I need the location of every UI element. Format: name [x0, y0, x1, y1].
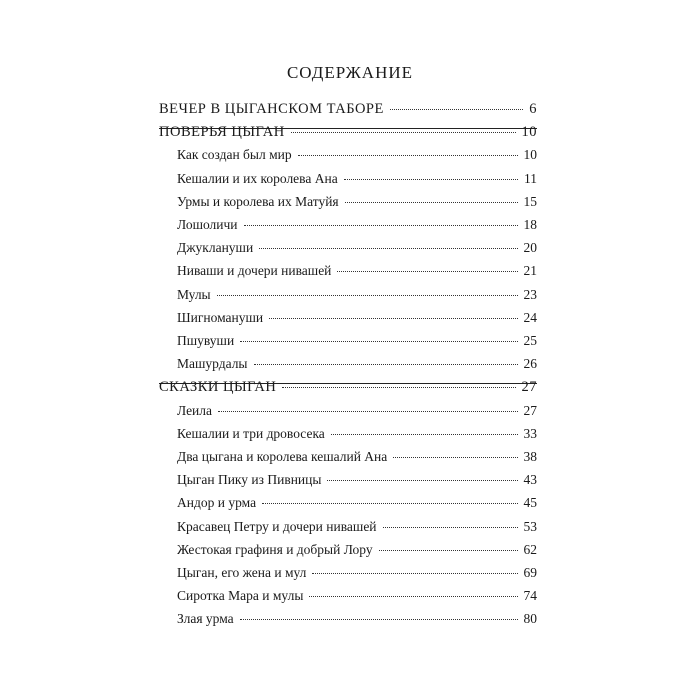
- toc-section-row: [159, 124, 537, 146]
- toc-entry-title: Жестокая графиня и добрый Лору: [177, 541, 373, 557]
- toc-page-number: 11: [524, 170, 537, 186]
- toc-entry-title: Машурдалы: [177, 356, 248, 372]
- toc-entry-title: Злая урма: [177, 611, 234, 627]
- toc-page-number: 10: [521, 124, 537, 141]
- toc-entry-title: Мулы: [177, 286, 211, 302]
- dot-leader: [344, 179, 518, 180]
- toc-page-number: 26: [523, 356, 537, 372]
- toc-page-number: 23: [523, 286, 537, 302]
- toc-page-number: 33: [523, 425, 537, 441]
- toc-entry-title: Сиротка Мара и мулы: [177, 588, 304, 604]
- toc-entry-title: Урмы и королева их Матуйя: [177, 193, 339, 209]
- toc-entry-title: ВЕЧЕР В ЦЫГАНСКОМ ТАБОРЕ: [159, 101, 384, 117]
- toc-entry-row: [177, 403, 537, 425]
- toc-entry-row: [177, 171, 537, 193]
- toc-entry-row: [177, 263, 537, 285]
- dot-leader: [217, 295, 518, 296]
- toc-entry-title: Ниваши и дочери нивашей: [177, 263, 332, 279]
- toc-page-number: 10: [523, 147, 537, 163]
- toc-entry-title: Цыган Пику из Пивницы: [177, 472, 322, 488]
- toc-entry-title: Леила: [177, 402, 213, 418]
- dot-leader: [393, 457, 517, 458]
- toc-entry-row: [177, 310, 537, 332]
- dot-leader: [244, 225, 518, 226]
- dot-leader: [309, 596, 517, 597]
- toc-entry-title: Андор и урма: [177, 495, 257, 511]
- toc-page-number: 69: [523, 565, 537, 580]
- dot-leader: [269, 318, 517, 319]
- dot-leader: [291, 132, 516, 133]
- toc-entry-title: Лошоличи: [177, 217, 238, 232]
- dot-leader: [345, 202, 518, 203]
- dot-leader: [331, 434, 518, 435]
- toc-page-number: 18: [523, 217, 537, 232]
- toc-page-number: 62: [523, 541, 537, 557]
- toc-entry-title: Красавец Петру и дочери нивашей: [177, 518, 377, 534]
- toc-entry-row: [177, 472, 537, 494]
- toc-entry-row: [177, 147, 537, 169]
- toc-page-number: 80: [523, 611, 537, 627]
- toc-page-number: 20: [523, 240, 537, 256]
- toc-entry-row: [177, 240, 537, 262]
- toc-entry-title: Цыган, его жена и мул: [177, 565, 307, 580]
- toc-entry-row: [177, 287, 537, 309]
- dot-leader: [379, 550, 518, 551]
- toc-page-number: 27: [521, 379, 537, 396]
- toc-entry-title: Как создан был мир: [177, 147, 292, 163]
- dot-leader: [240, 341, 517, 342]
- toc-entry-row: [177, 588, 537, 610]
- dot-leader: [240, 619, 518, 620]
- toc-page-number: 53: [523, 518, 537, 534]
- toc-entry-row: [177, 542, 537, 564]
- toc-section-row: [159, 379, 537, 401]
- toc-entry-title: Шигномануши: [177, 309, 264, 325]
- contents-title: СОДЕРЖАНИЕ: [286, 63, 414, 82]
- toc-entry-row: [177, 217, 537, 239]
- toc-page-number: 38: [523, 449, 537, 464]
- toc-entry-row: [177, 495, 537, 517]
- dot-leader: [259, 248, 517, 249]
- toc-page-number: 45: [523, 495, 537, 511]
- toc-entry-title: Два цыгана и королева кешалий Ана: [177, 449, 388, 464]
- toc-page-number: 15: [523, 193, 537, 209]
- dot-leader: [312, 573, 517, 574]
- dot-leader: [298, 155, 518, 156]
- toc-entry-row: [177, 333, 537, 355]
- dot-leader: [262, 503, 517, 504]
- toc-entry-row: [177, 519, 537, 541]
- toc-page-number: 21: [523, 263, 537, 279]
- toc-entry-row: [177, 194, 537, 216]
- dot-leader: [254, 364, 518, 365]
- toc-page-number: 43: [523, 472, 537, 488]
- toc-entry-title: Кешалии и их королева Ана: [177, 170, 338, 186]
- toc-entry-row: [177, 611, 537, 633]
- toc-entry-title: Кешалии и три дровосека: [177, 425, 325, 441]
- toc-entry-title: Джуклануши: [177, 240, 254, 256]
- dot-leader: [383, 527, 518, 528]
- dot-leader: [390, 109, 523, 110]
- toc-entry-row: [177, 449, 537, 471]
- toc-entry-row: [177, 356, 537, 378]
- toc-entry-title: Пшувуши: [177, 333, 235, 348]
- toc-page-number: 24: [523, 309, 537, 325]
- toc-page-number: 25: [523, 333, 537, 348]
- toc-entry-row: [177, 565, 537, 587]
- toc-page-number: 74: [523, 588, 537, 604]
- toc-entry-row: [177, 426, 537, 448]
- dot-leader: [282, 387, 515, 388]
- toc-page-number: 27: [523, 402, 537, 418]
- toc-page-number: 6: [529, 101, 537, 117]
- toc-entry-title: ПОВЕРЬЯ ЦЫГАН: [159, 124, 285, 141]
- dot-leader: [337, 271, 517, 272]
- toc-section-row: [159, 101, 537, 123]
- toc-entry-title: СКАЗКИ ЦЫГАН: [159, 379, 277, 396]
- dot-leader: [327, 480, 517, 481]
- dot-leader: [218, 411, 517, 412]
